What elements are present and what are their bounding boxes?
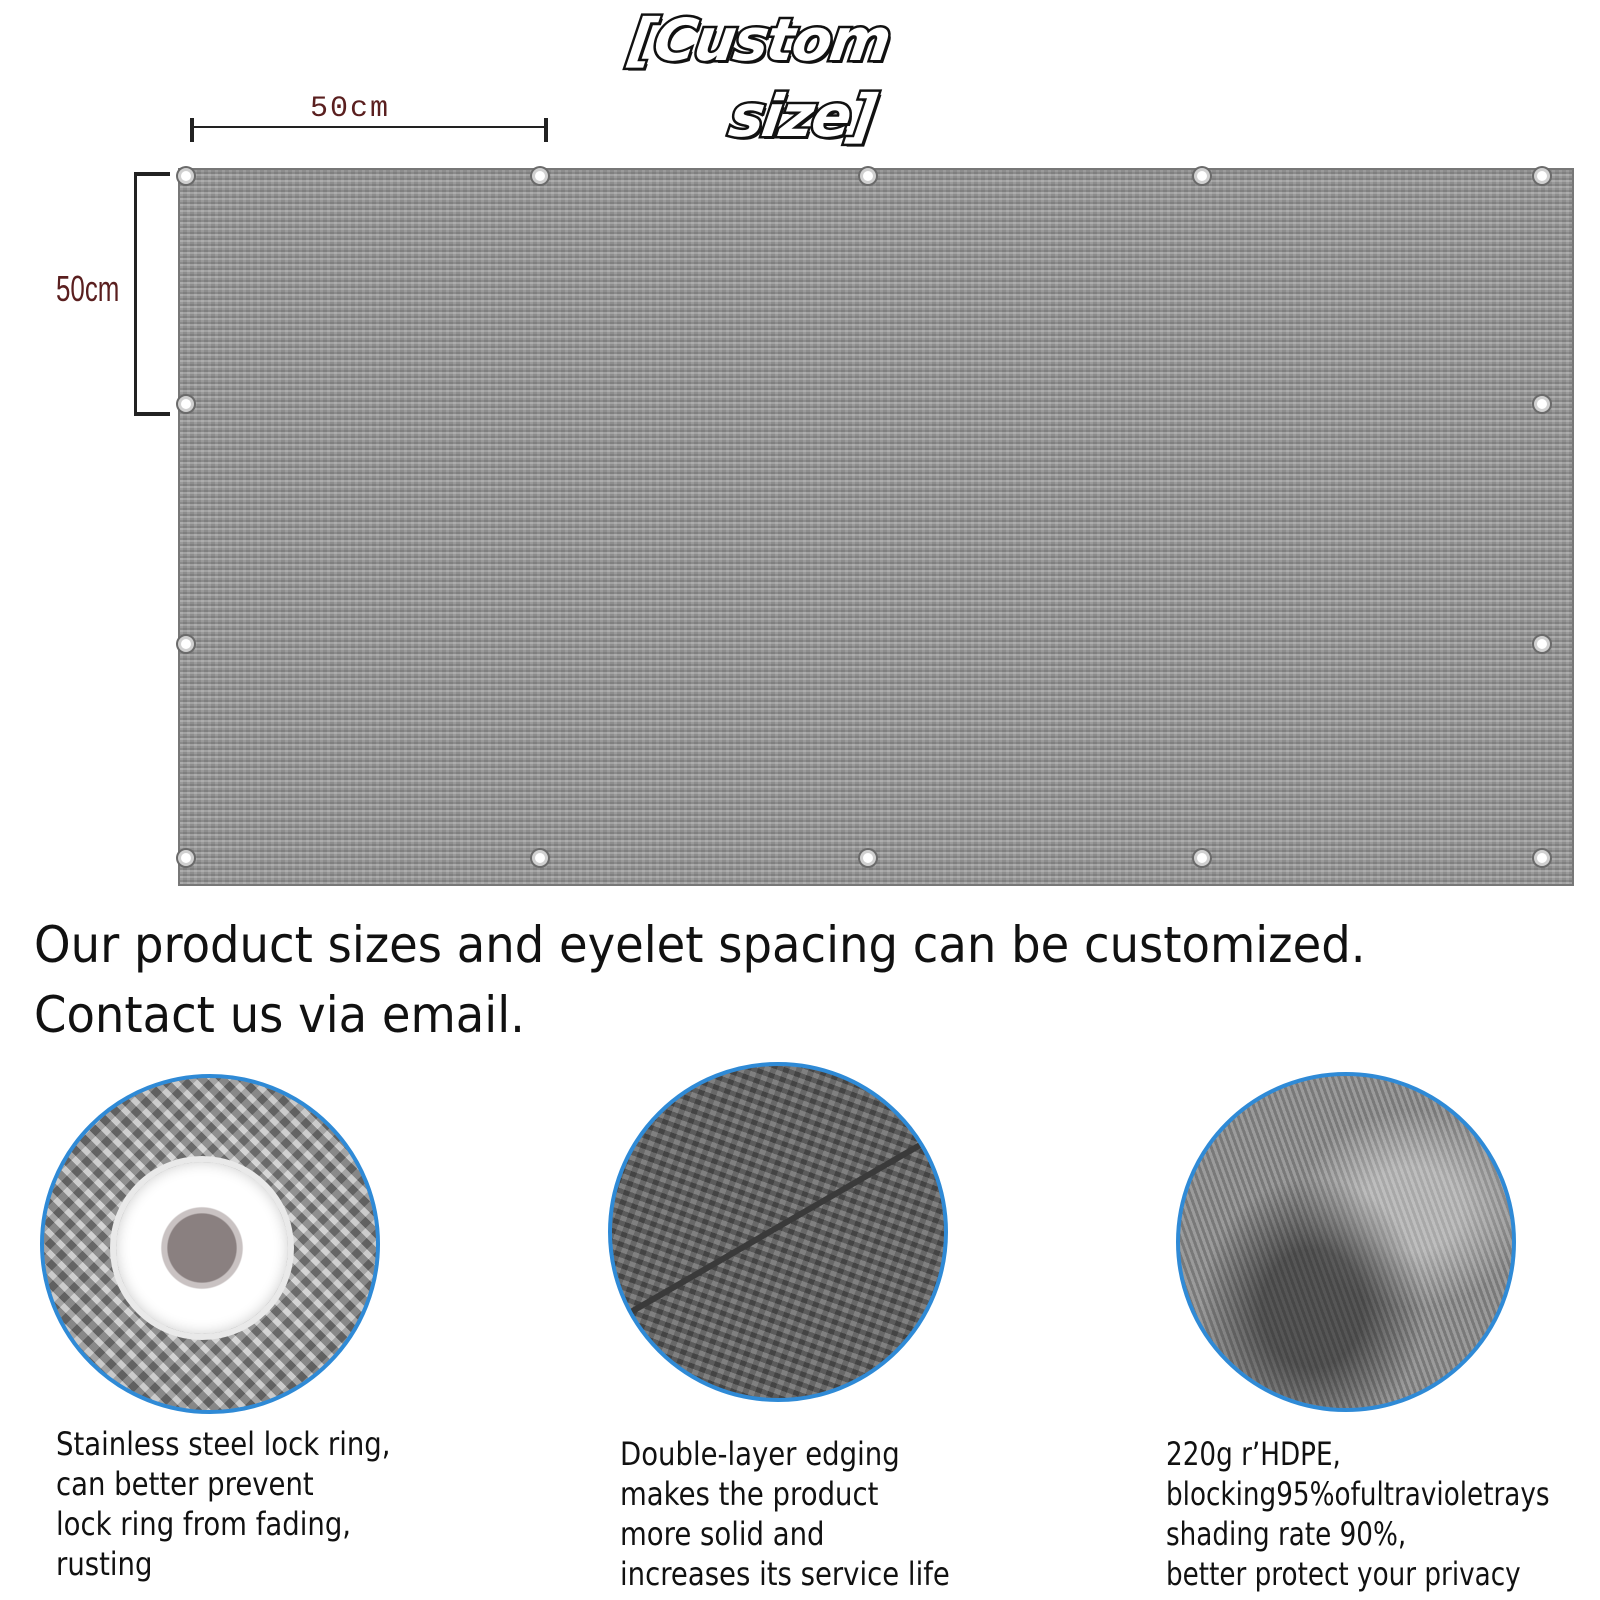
eyelet	[1194, 850, 1210, 866]
custom-size-badge-line1: [Custom	[625, 6, 894, 74]
eyelet	[178, 850, 194, 866]
eyelet	[1194, 168, 1210, 184]
caption-line: blocking95%ofultravioletrays	[1166, 1475, 1550, 1513]
eyelet	[532, 850, 548, 866]
caption-line: Stainless steel lock ring,	[56, 1425, 391, 1463]
caption-line: shading rate 90%,	[1166, 1515, 1407, 1553]
eyelet	[1534, 850, 1550, 866]
caption-line: can better prevent	[56, 1465, 314, 1503]
vertical-dimension-label: 50cm	[56, 268, 120, 309]
eyelet	[178, 396, 194, 412]
eyelet	[1534, 396, 1550, 412]
caption-line: more solid and	[620, 1515, 825, 1553]
eyelet	[178, 636, 194, 652]
feature-caption-edging	[620, 1434, 950, 1594]
feature-caption-material	[1166, 1434, 1550, 1594]
feature-caption-lock-ring	[56, 1424, 391, 1584]
headline-line-1: Our product sizes and eyelet spacing can be customized.	[34, 916, 1366, 974]
horizontal-dimension-marker	[190, 118, 548, 138]
double-layer-edging-closeup-image	[608, 1062, 948, 1402]
caption-line: lock ring from fading,	[56, 1505, 352, 1543]
eyelet	[178, 168, 194, 184]
horizontal-dimension-label: 50cm	[310, 92, 391, 126]
shade-net-panel-image	[178, 168, 1574, 886]
headline-line-2: Contact us via email.	[34, 986, 525, 1044]
customization-headline	[34, 910, 1466, 1050]
caption-line: Double-layer edging	[620, 1435, 900, 1473]
vertical-dimension-marker	[132, 172, 172, 416]
caption-line: rusting	[56, 1545, 153, 1583]
hdpe-fabric-closeup-image	[1176, 1072, 1516, 1412]
grommet-icon	[116, 1162, 288, 1334]
lock-ring-closeup-image	[40, 1074, 380, 1414]
eyelet	[860, 850, 876, 866]
caption-line: increases its service life	[620, 1555, 950, 1593]
caption-line: 220g r’HDPE,	[1166, 1435, 1341, 1473]
caption-line: better protect your privacy	[1166, 1555, 1521, 1593]
eyelet	[1534, 636, 1550, 652]
eyelet	[1534, 168, 1550, 184]
eyelet	[860, 168, 876, 184]
caption-line: makes the product	[620, 1475, 879, 1513]
custom-size-badge-line2: size]	[725, 82, 879, 150]
eyelet	[532, 168, 548, 184]
